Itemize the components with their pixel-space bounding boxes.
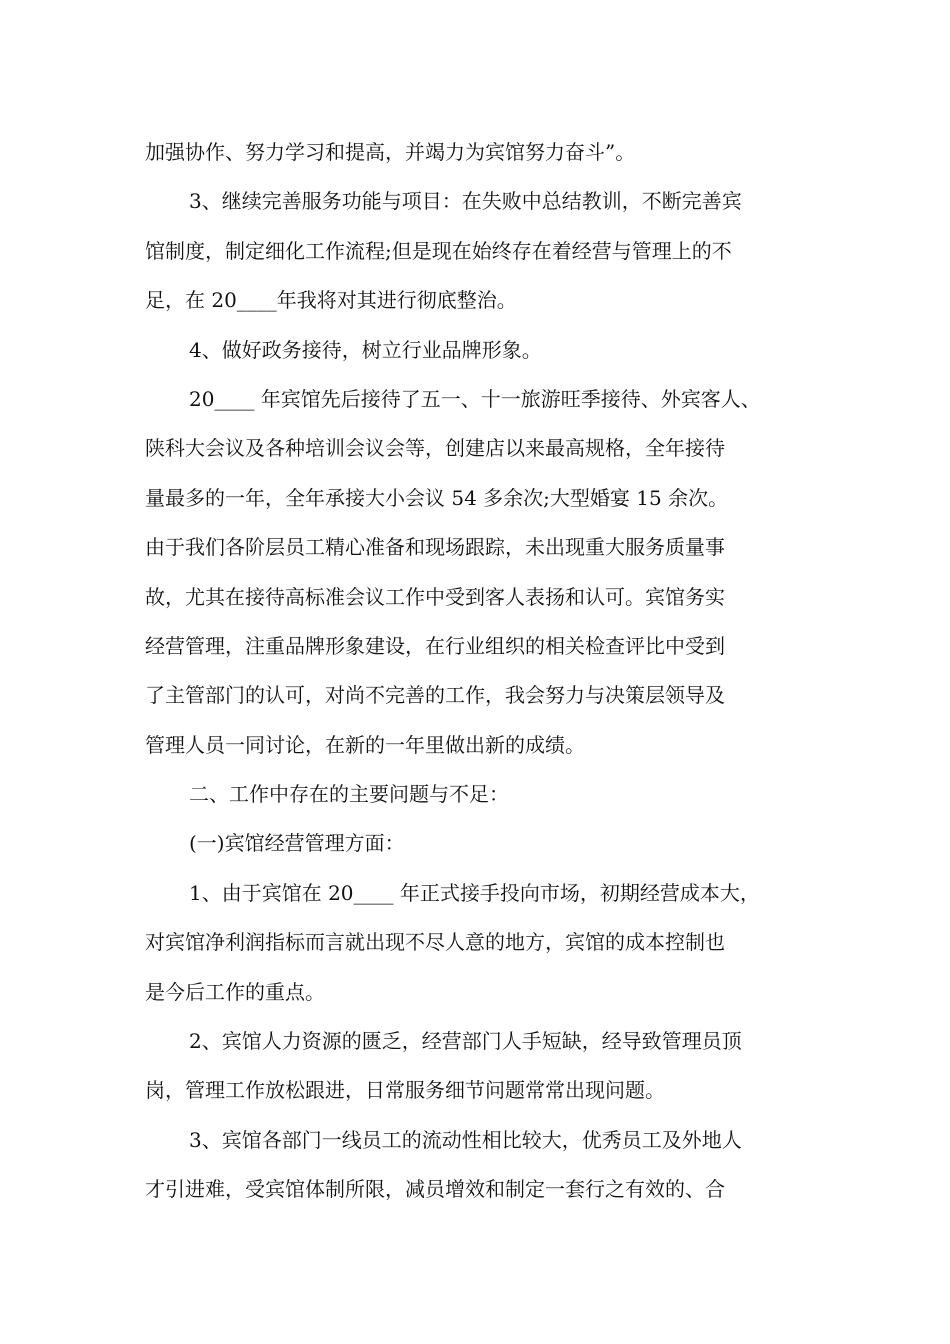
- document-body: [145, 128, 815, 1215]
- text-line: 加强协作、努力学习和提高，并竭力为宾馆努力奋斗”。: [145, 140, 636, 164]
- text-line: 2、宾馆人力资源的匮乏，经营部门人手短缺，经导致管理员顶: [189, 1029, 742, 1054]
- text-line: 3、继续完善服务功能与项目：在失败中总结教训，不断完善宾: [189, 189, 742, 214]
- section-heading: 二、工作中存在的主要问题与不足：: [189, 782, 509, 807]
- text-line: 管理人员一同讨论，在新的一年里做出新的成绩。: [145, 732, 585, 757]
- text-line: 是今后工作的重点。: [145, 979, 325, 1004]
- text-line: 4、做好政务接待，树立行业品牌形象。: [189, 337, 542, 362]
- text-line: 对宾馆净利润指标而言就出现不尽人意的地方，宾馆的成本控制也: [145, 930, 725, 955]
- text-line: 20____ 年宾馆先后接待了五一、十一旅游旺季接待、外宾客人、: [189, 386, 761, 411]
- text-line: 陕科大会议及各种培训会议会等，创建店以来最高规格，全年接待: [145, 436, 725, 461]
- text-line: 才引进难，受宾馆体制所限，减员增效和制定一套行之有效的、合: [145, 1177, 725, 1202]
- text-line: 故，尤其在接待高标准会议工作中受到客人表扬和认可。宾馆务实: [145, 584, 725, 609]
- text-line: 岗，管理工作放松跟进，日常服务细节问题常常出现问题。: [145, 1078, 665, 1103]
- text-line: 了主管部门的认可，对尚不完善的工作，我会努力与决策层领导及: [145, 683, 725, 708]
- subsection-heading: (一)宾馆经营管理方面：: [189, 831, 405, 856]
- text-line: 由于我们各阶层员工精心准备和现场跟踪，未出现重大服务质量事: [145, 535, 725, 560]
- text-line: 3、宾馆各部门一线员工的流动性相比较大，优秀员工及外地人: [189, 1127, 742, 1152]
- text-line: 足，在 20____年我将对其进行彻底整治。: [145, 288, 517, 313]
- text-line: 1、由于宾馆在 20____ 年正式接手投向市场，初期经营成本大，: [189, 880, 760, 905]
- text-line: 经营管理，注重品牌形象建设，在行业组织的相关检查评比中受到: [145, 633, 725, 658]
- text-line: 馆制度，制定细化工作流程;但是现在始终存在着经营与管理上的不: [145, 238, 732, 263]
- text-line: 量最多的一年，全年承接大小会议 54 多余次;大型婚宴 15 余次。: [145, 485, 729, 510]
